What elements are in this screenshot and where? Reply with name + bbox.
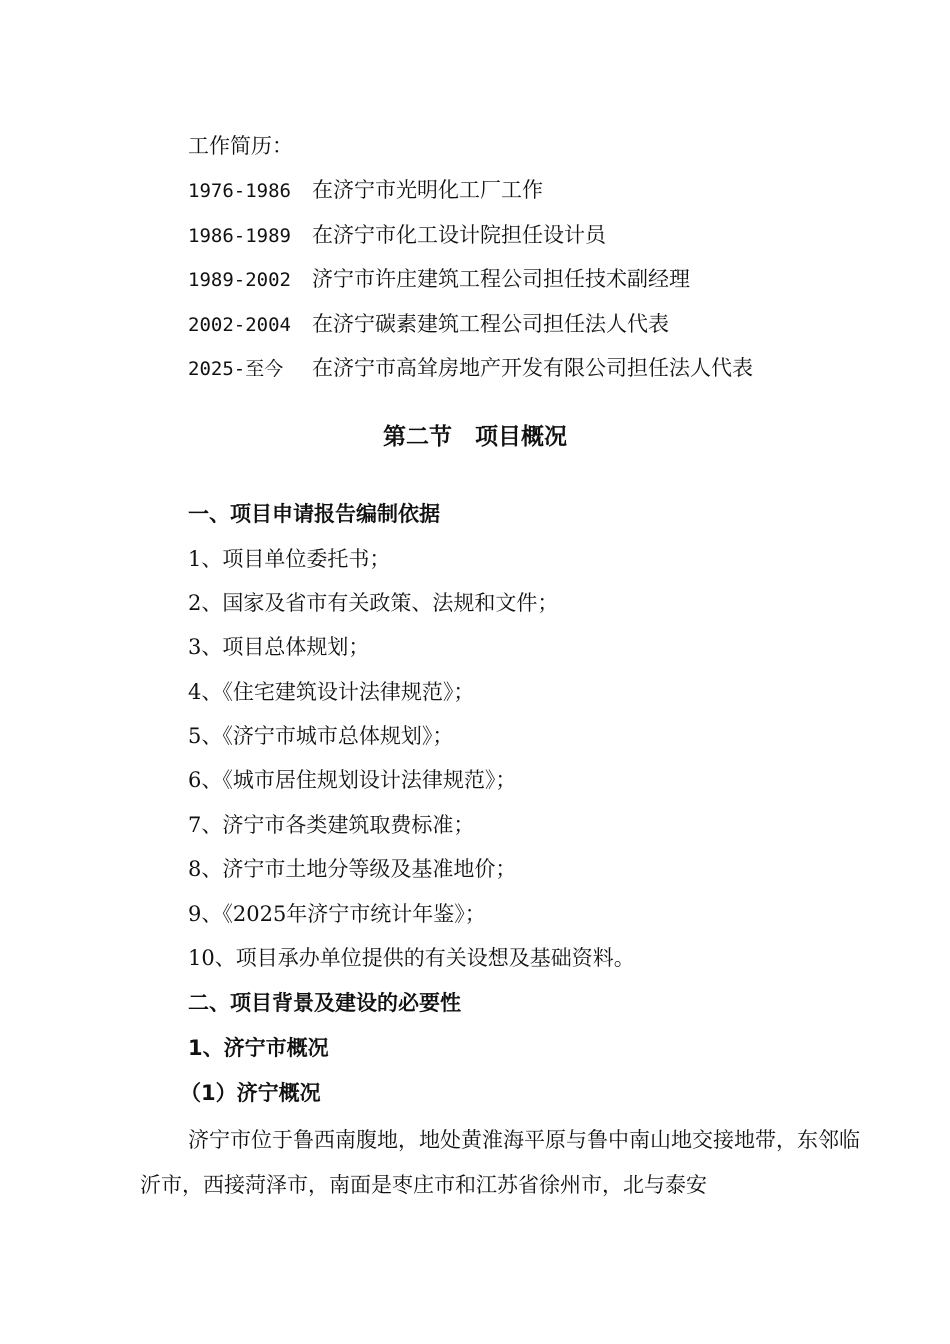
resume-entry bbox=[188, 355, 753, 382]
basis-item: 4、《住宅建筑设计法律规范》； bbox=[188, 680, 475, 704]
resume-period: 1976-1986 bbox=[188, 180, 291, 202]
basis-item: 8、济宁市土地分等级及基准地价； bbox=[188, 857, 517, 881]
part2-sub-heading: 1、济宁市概况 bbox=[188, 1036, 329, 1060]
section-title: 第二节 项目概况 bbox=[383, 424, 567, 450]
basis-item: 1、项目单位委托书； bbox=[188, 547, 391, 571]
resume-period: 2002-2004 bbox=[188, 314, 291, 336]
resume-period: 2025-至今 bbox=[188, 358, 284, 380]
resume-entry bbox=[188, 222, 606, 249]
resume-heading: 工作简历： bbox=[188, 134, 293, 158]
resume-entry bbox=[188, 266, 690, 293]
basis-item: 2、国家及省市有关政策、法规和文件； bbox=[188, 591, 559, 615]
basis-item: 6、《城市居住规划设计法律规范》； bbox=[188, 768, 517, 792]
basis-item: 9、《2025年济宁市统计年鉴》； bbox=[188, 902, 486, 926]
resume-entry bbox=[188, 177, 543, 204]
resume-text: 在济宁市化工设计院担任设计员 bbox=[312, 223, 606, 247]
part1-heading: 一、项目申请报告编制依据 bbox=[188, 502, 440, 526]
resume-text: 济宁市许庄建筑工程公司担任技术副经理 bbox=[312, 267, 690, 291]
resume-text: 在济宁市光明化工厂工作 bbox=[312, 178, 543, 202]
body-paragraph: 济宁市位于鲁西南腹地，地处黄淮海平原与鲁中南山地交接地带，东邻临沂市，西接菏泽市，南面是枣庄市和江苏省徐州市，北与泰安 bbox=[140, 1128, 860, 1197]
resume-period: 1989-2002 bbox=[188, 269, 291, 291]
resume-text: 在济宁碳素建筑工程公司担任法人代表 bbox=[312, 312, 669, 336]
resume-entry bbox=[188, 311, 669, 338]
basis-item: 5、《济宁市城市总体规划》； bbox=[188, 724, 454, 748]
basis-item: 7、济宁市各类建筑取费标准； bbox=[188, 813, 475, 837]
part2-sub-sub-heading: （1）济宁概况 bbox=[180, 1081, 321, 1105]
basis-item: 10、项目承办单位提供的有关设想及基础资料。 bbox=[188, 946, 635, 970]
resume-text: 在济宁市高耸房地产开发有限公司担任法人代表 bbox=[312, 356, 753, 380]
basis-item: 3、项目总体规划； bbox=[188, 635, 370, 659]
resume-period: 1986-1989 bbox=[188, 225, 291, 247]
part2-heading: 二、项目背景及建设的必要性 bbox=[188, 991, 461, 1015]
